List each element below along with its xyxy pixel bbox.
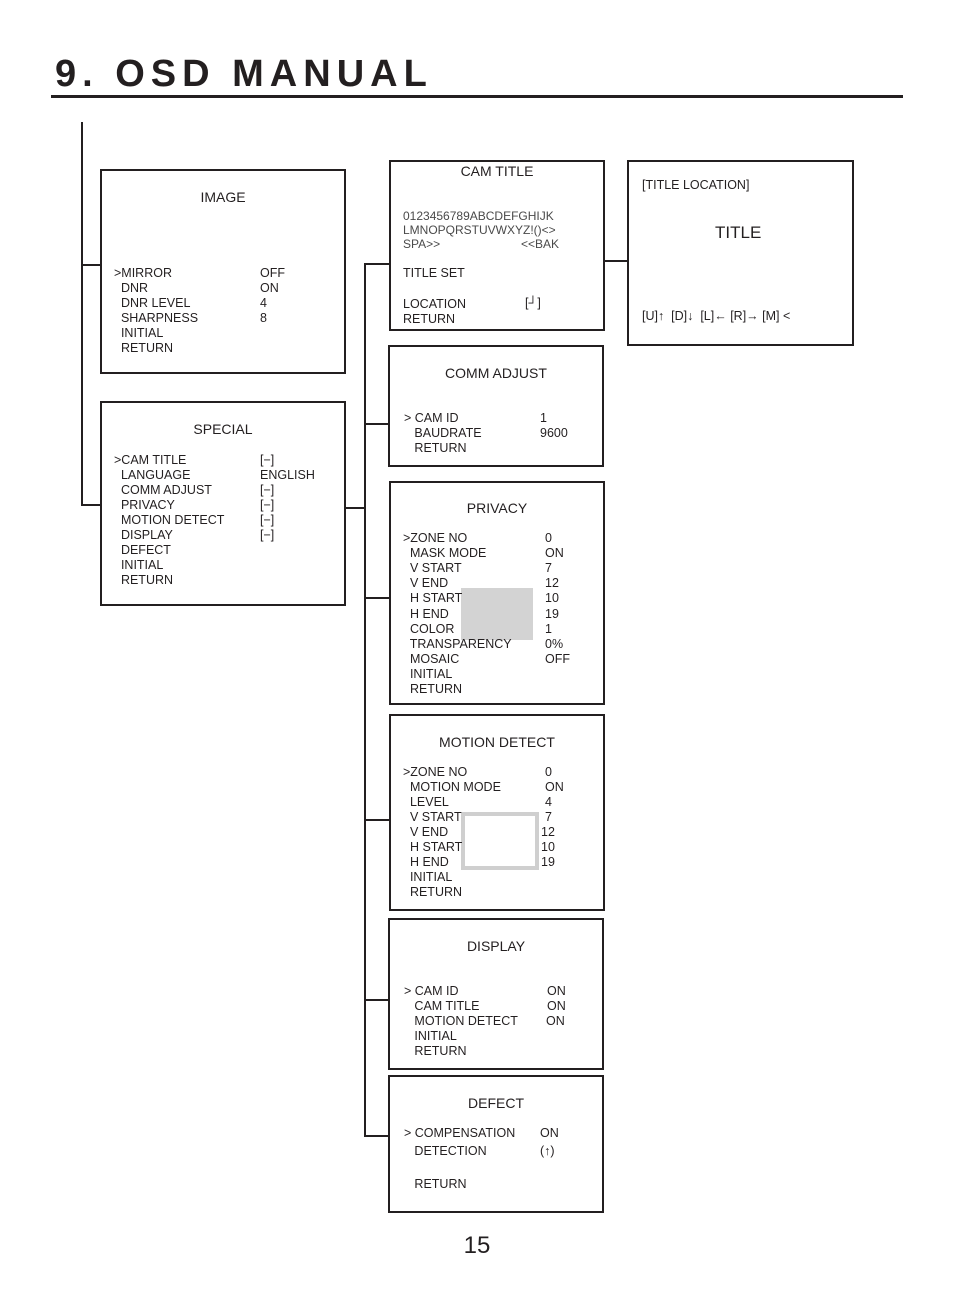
- menu-item-value: ON: [547, 999, 566, 1013]
- menu-item-value: ON: [545, 780, 564, 794]
- defect-menu-title: DEFECT: [468, 1095, 524, 1111]
- title-location-connector: [603, 260, 629, 262]
- menu-item-label: >CAM TITLE: [114, 453, 187, 467]
- menu-item-value: 7: [545, 561, 552, 575]
- menu-item-value: 19: [545, 607, 559, 621]
- menu-item-value: 1: [540, 411, 547, 425]
- menu-item-value: ON: [545, 546, 564, 560]
- menu-item-value: 10: [545, 591, 559, 605]
- return-item: RETURN: [403, 312, 456, 326]
- motion-detect-menu-title: MOTION DETECT: [439, 734, 555, 750]
- menu-item-label: INITIAL: [114, 326, 164, 340]
- menu-item-label: V END: [403, 825, 449, 839]
- main-tree-line: [81, 122, 83, 506]
- title-location-header: [TITLE LOCATION]: [642, 178, 750, 192]
- submenu-tree-line: [364, 263, 366, 1137]
- menu-item-label: MOTION DETECT: [404, 1014, 518, 1028]
- menu-item-label: H END: [403, 607, 449, 621]
- title-location-screen: [627, 160, 854, 346]
- defect-connector: [364, 1135, 390, 1137]
- menu-item-label: RETURN: [404, 1044, 467, 1058]
- menu-item-value: [−]: [260, 528, 275, 542]
- special-menu: [100, 401, 346, 606]
- image-menu-title: IMAGE: [200, 189, 246, 205]
- menu-item-label: TRANSPARENCY: [403, 637, 512, 651]
- menu-item-label: RETURN: [114, 341, 174, 355]
- image-connector: [81, 264, 101, 266]
- menu-item-label: V START: [403, 810, 462, 824]
- menu-item-value: (↑): [540, 1144, 555, 1158]
- menu-item-value: [−]: [260, 483, 275, 497]
- menu-item-label: BAUDRATE: [404, 426, 482, 440]
- menu-item-value: 0: [545, 531, 552, 545]
- page-heading: 9. OSD MANUAL: [55, 53, 433, 95]
- char-table-line: 0123456789ABCDEFGHIJK: [403, 209, 554, 223]
- menu-item-label: SHARPNESS: [114, 311, 199, 325]
- char-table-space: SPA>>: [403, 237, 441, 251]
- menu-item-value: ON: [546, 1014, 565, 1028]
- menu-item-label: COLOR: [403, 622, 455, 636]
- page-number: 15: [463, 1232, 491, 1259]
- display-connector: [364, 999, 390, 1001]
- menu-item-label: > COMPENSATION: [404, 1126, 516, 1140]
- display-menu: [388, 918, 604, 1070]
- menu-item-label: CAM TITLE: [404, 999, 480, 1013]
- menu-item-label: MASK MODE: [403, 546, 487, 560]
- menu-item-value: [−]: [260, 453, 275, 467]
- menu-item-label: DISPLAY: [114, 528, 173, 542]
- menu-item-label: INITIAL: [403, 667, 453, 681]
- menu-item-label: INITIAL: [404, 1029, 457, 1043]
- menu-item-label: V START: [403, 561, 462, 575]
- comm-adjust-menu-title: COMM ADJUST: [445, 365, 547, 381]
- menu-item-value: 12: [541, 825, 555, 839]
- privacy-mask-preview: [461, 588, 533, 640]
- menu-item-label: LEVEL: [403, 795, 449, 809]
- privacy-menu-title: PRIVACY: [466, 500, 528, 516]
- menu-item-value: 0: [545, 765, 552, 779]
- image-menu: [100, 169, 346, 374]
- cam-title-menu-title: CAM TITLE: [460, 163, 534, 179]
- menu-item-value: 8: [260, 311, 267, 325]
- menu-item-label: >MIRROR: [114, 266, 172, 280]
- location-item-label: LOCATION: [403, 297, 466, 311]
- display-menu-title: DISPLAY: [466, 938, 526, 954]
- location-item-value: [┘]: [525, 296, 541, 310]
- menu-item-label: DNR: [114, 281, 149, 295]
- menu-item-value: ENGLISH: [260, 468, 315, 482]
- comm-adjust-connector: [364, 423, 390, 425]
- menu-item-label: MOTION DETECT: [114, 513, 225, 527]
- special-menu-title: SPECIAL: [193, 421, 253, 437]
- menu-item-value: [−]: [260, 498, 275, 512]
- menu-item-value: OFF: [545, 652, 570, 666]
- menu-item-label: LANGUAGE: [114, 468, 191, 482]
- menu-item-value: 4: [260, 296, 267, 310]
- menu-item-label: INITIAL: [403, 870, 453, 884]
- menu-item-label: V END: [403, 576, 449, 590]
- motion-detect-menu: [389, 714, 605, 911]
- special-to-submenus-connector: [345, 507, 366, 509]
- menu-item-label: INITIAL: [114, 558, 164, 572]
- cam-title-menu: [389, 160, 605, 331]
- menu-item-label: DNR LEVEL: [114, 296, 191, 310]
- menu-item-label: PRIVACY: [114, 498, 175, 512]
- menu-item-label: H END: [403, 855, 449, 869]
- title-preview: TITLE: [715, 223, 762, 242]
- char-table-back: <<BAK: [521, 237, 560, 251]
- char-table-line: LMNOPQRSTUVWXYZ!()<>: [403, 223, 556, 237]
- menu-item-value: [−]: [260, 513, 275, 527]
- menu-item-value: 4: [545, 795, 552, 809]
- defect-menu: [388, 1075, 604, 1213]
- menu-item-value: 9600: [540, 426, 568, 440]
- title-location-controls: [U]↑ [D]↓ [L]← [R]→ [M] <: [642, 309, 791, 323]
- title-set-item: TITLE SET: [403, 266, 465, 280]
- menu-item-value: 19: [541, 855, 555, 869]
- menu-item-label: MOSAIC: [403, 652, 460, 666]
- menu-item-value: ON: [547, 984, 566, 998]
- special-connector: [81, 504, 101, 506]
- menu-item-value: ON: [260, 281, 279, 295]
- menu-item-value: 10: [541, 840, 555, 854]
- menu-item-label: DEFECT: [114, 543, 171, 557]
- menu-item-value: 7: [545, 810, 552, 824]
- menu-item-label: COMM ADJUST: [114, 483, 212, 497]
- menu-item-value: 1: [545, 622, 552, 636]
- cam-title-connector: [364, 263, 391, 265]
- menu-item-label: RETURN: [404, 441, 467, 455]
- menu-item-value: OFF: [260, 266, 285, 280]
- motion-detect-connector: [364, 819, 391, 821]
- menu-item-label: >ZONE NO: [403, 531, 468, 545]
- menu-item-label: H START: [403, 840, 463, 854]
- menu-item-label: RETURN: [403, 885, 463, 899]
- motion-zone-preview: [461, 812, 539, 870]
- comm-adjust-menu: [388, 345, 604, 467]
- heading-rule: [51, 95, 903, 98]
- menu-item-label: H START: [403, 591, 463, 605]
- menu-item-label: >ZONE NO: [403, 765, 468, 779]
- menu-item-value: 12: [545, 576, 559, 590]
- menu-item-label: RETURN: [404, 1177, 467, 1191]
- privacy-menu: [389, 481, 605, 705]
- menu-item-label: DETECTION: [404, 1144, 487, 1158]
- menu-item-label: > CAM ID: [404, 411, 459, 425]
- menu-item-value: ON: [540, 1126, 559, 1140]
- menu-item-label: MOTION MODE: [403, 780, 501, 794]
- privacy-connector: [364, 597, 391, 599]
- menu-item-label: RETURN: [114, 573, 174, 587]
- menu-item-value: 0%: [545, 637, 564, 651]
- menu-item-label: RETURN: [403, 682, 463, 696]
- menu-item-label: > CAM ID: [404, 984, 459, 998]
